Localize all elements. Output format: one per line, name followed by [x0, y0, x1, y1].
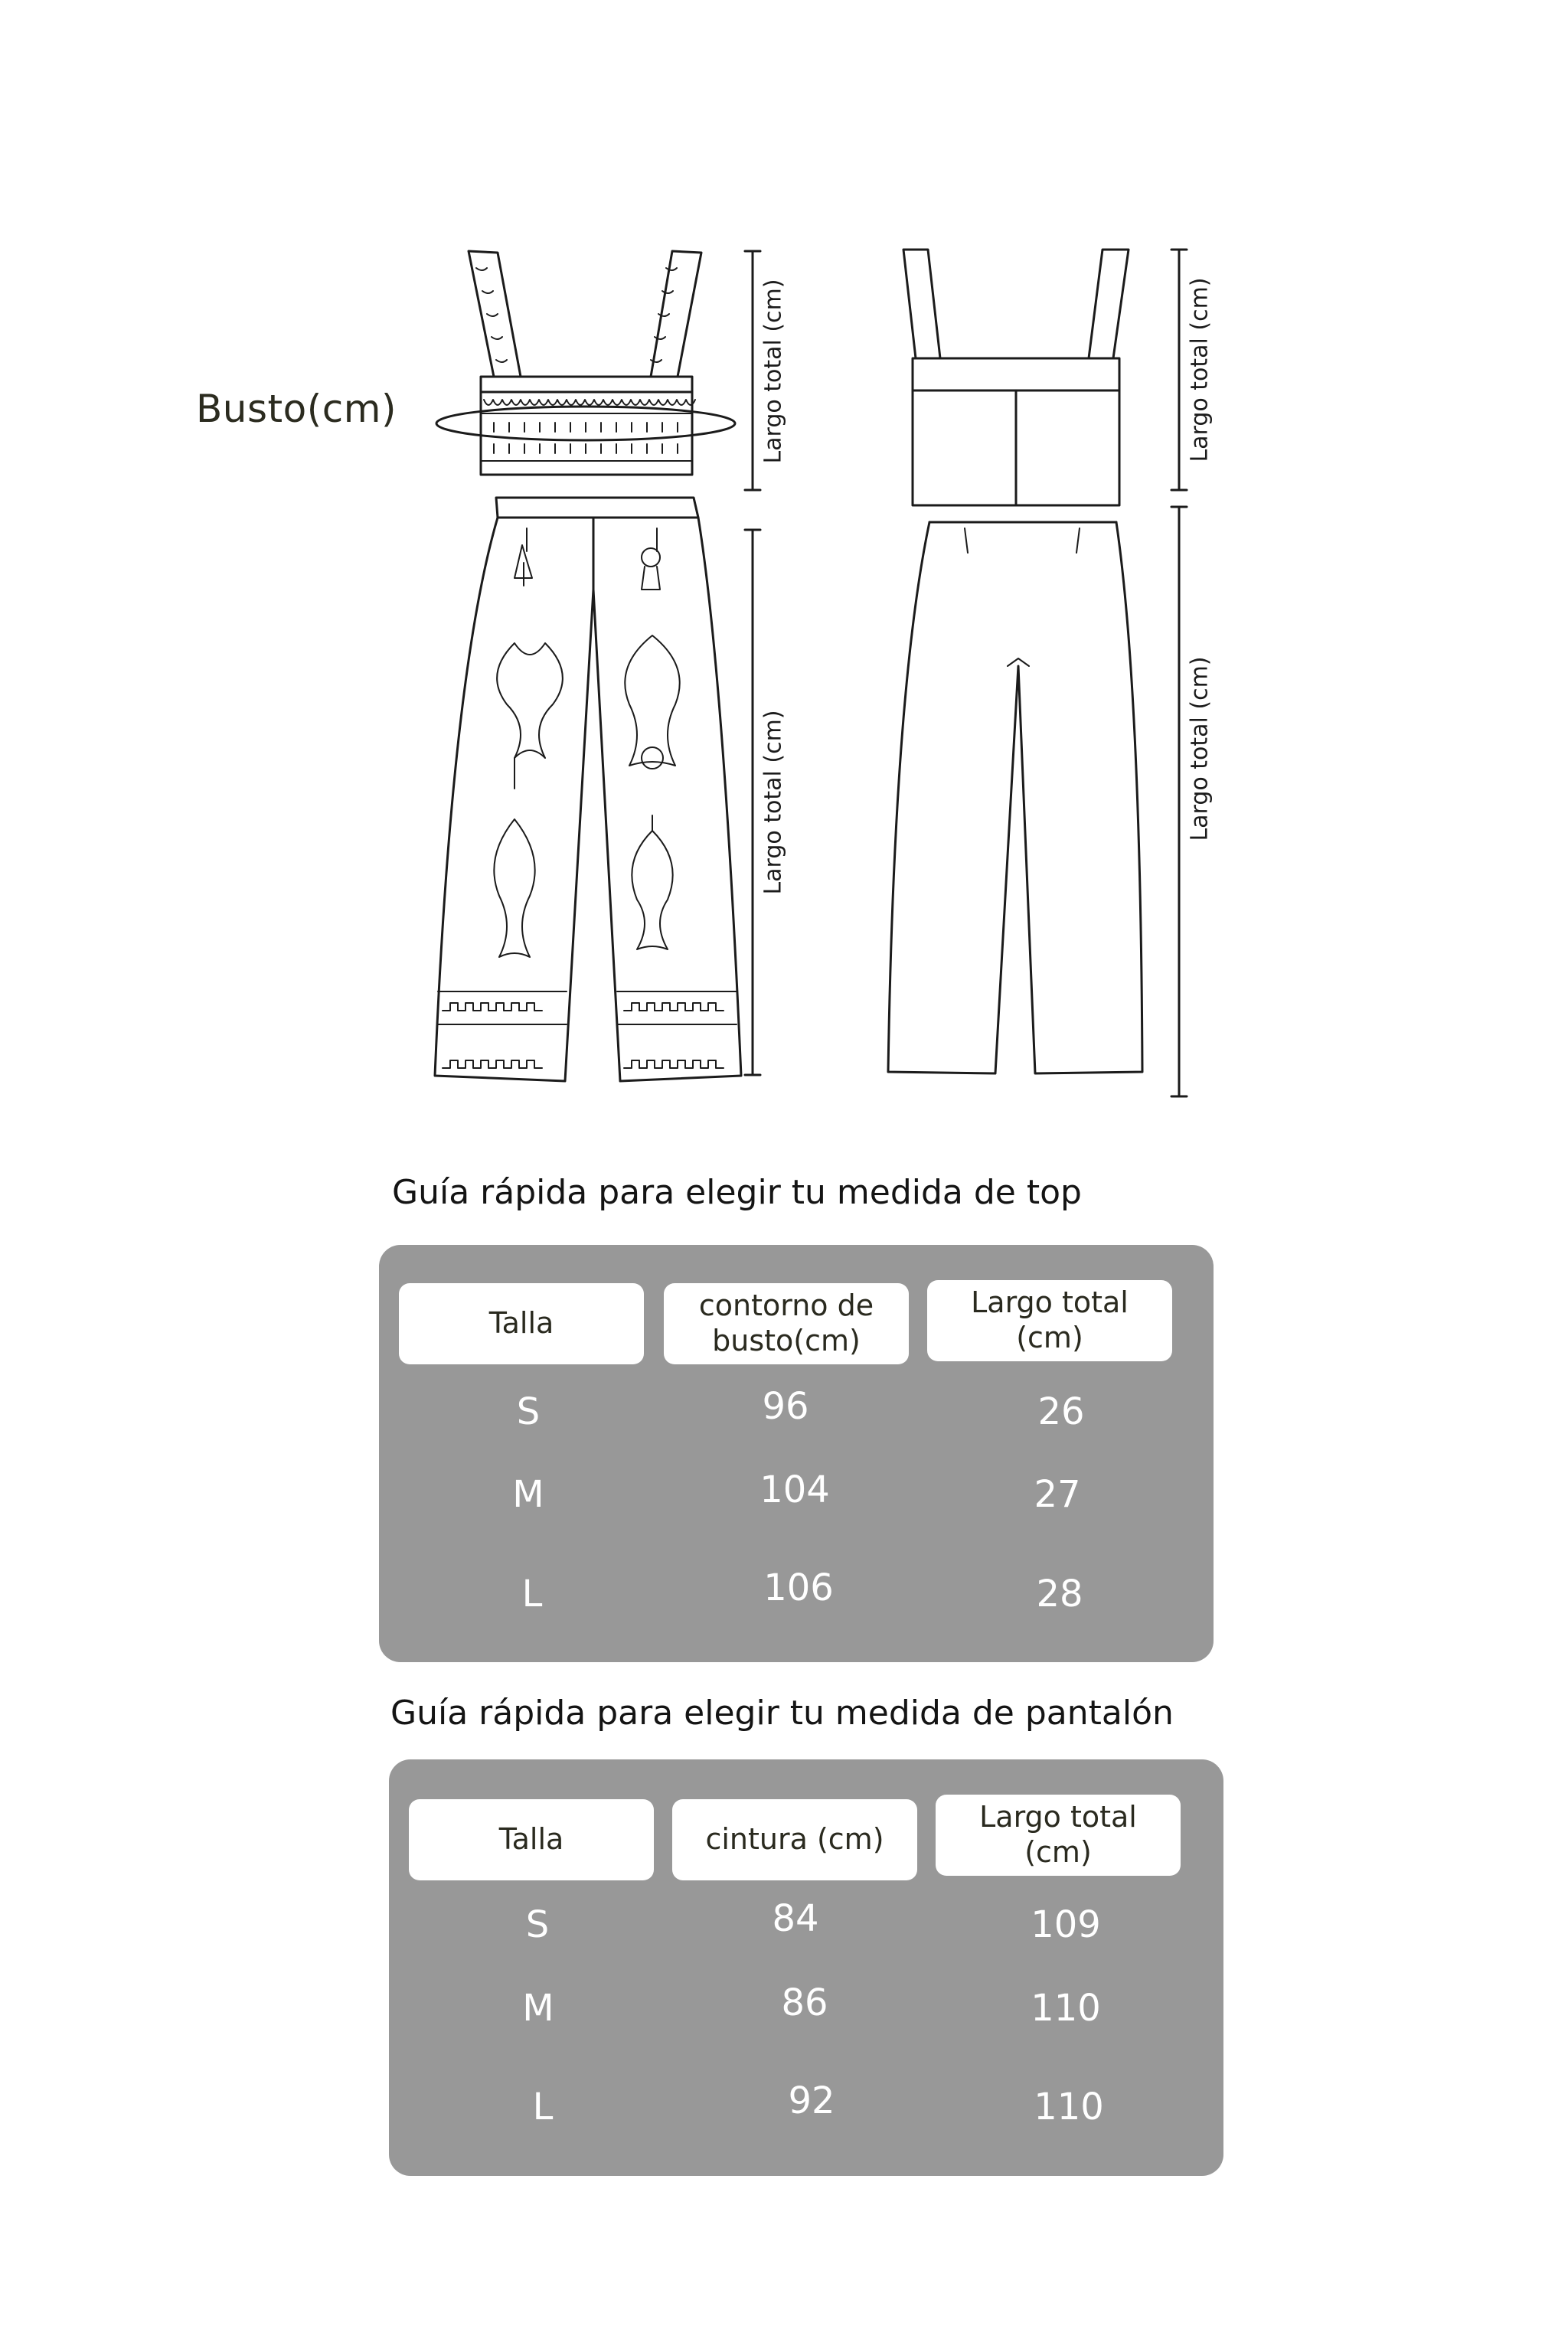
bust-label: Busto(cm) — [196, 387, 397, 431]
top-cell: 96 — [762, 1385, 809, 1428]
pants-cell: 92 — [788, 2079, 835, 2122]
pants-header-waist: cintura (cm) — [672, 1799, 917, 1880]
top-cell: S — [516, 1390, 541, 1433]
front-top-drawing — [436, 251, 735, 475]
top-cell: 28 — [1036, 1573, 1083, 1615]
pants-cell: 86 — [781, 1981, 828, 2024]
pants-cell: 110 — [1034, 2086, 1104, 2128]
top-header-length: Largo total (cm) — [927, 1280, 1172, 1361]
top-header-size: Talla — [399, 1283, 644, 1364]
pants-cell: M — [522, 1987, 554, 2030]
pants-cell: 109 — [1031, 1903, 1101, 1946]
garment-technical-drawing — [0, 0, 1568, 1133]
top-cell: 26 — [1037, 1390, 1085, 1433]
front-measure-lines — [745, 251, 760, 1075]
back-measure-lines — [1171, 250, 1187, 1096]
pants-header-size: Talla — [409, 1799, 654, 1880]
back-top-drawing — [903, 250, 1129, 505]
top-cell: M — [512, 1473, 544, 1516]
back-top-length-label: Largo total (cm) — [1186, 277, 1214, 462]
back-pants-length-label: Largo total (cm) — [1186, 656, 1214, 841]
pants-cell: S — [525, 1903, 550, 1946]
pants-size-table — [389, 1759, 1223, 2176]
front-pants-length-label: Largo total (cm) — [760, 710, 787, 895]
top-size-table — [379, 1245, 1214, 1662]
top-cell: 104 — [760, 1468, 830, 1511]
front-pants-drawing — [435, 498, 741, 1081]
front-top-length-label: Largo total (cm) — [760, 279, 787, 464]
pants-table-title: Guía rápida para elegir tu medida de pantalón — [390, 1694, 1174, 1733]
top-cell: 27 — [1034, 1473, 1081, 1516]
top-cell: L — [521, 1573, 543, 1615]
top-cell: 106 — [763, 1566, 834, 1609]
back-pants-drawing — [888, 522, 1142, 1073]
pants-header-length: Largo total (cm) — [936, 1795, 1181, 1876]
pants-cell: 84 — [772, 1897, 819, 1940]
pants-cell: L — [532, 2086, 554, 2128]
top-header-bust: contorno de busto(cm) — [664, 1283, 909, 1364]
top-table-title: Guía rápida para elegir tu medida de top — [392, 1173, 1082, 1212]
pants-cell: 110 — [1031, 1987, 1101, 2030]
